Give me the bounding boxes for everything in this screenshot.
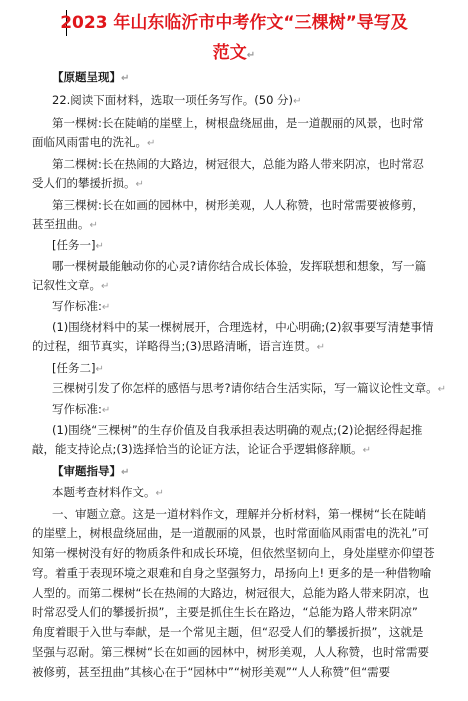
task-label: [任务二]↵ [52,361,104,375]
text-line: 角度着眼于入世与奉献，是一个常见主题，但“忍受人们的攀援折损”，这就是 [32,625,424,639]
text-line: 写作标准:↵ [52,402,111,416]
text-line: 三棵树引发了你怎样的感悟与思考?请你结合生活实际，写一篇议论性文章。↵ [52,381,446,395]
document-title-line2: 范文↵ [212,43,256,63]
text-line: 受人们的攀援折损。↵ [32,176,144,190]
text-line: 穹。着重于表现环境之艰难和自身之坚强努力，昂扬向上! 更多的是一种借物喻 [32,566,432,580]
section-heading: 【审题指导】↵ [52,464,130,478]
text-line: 甚至扭曲。↵ [32,217,98,231]
text-line: 被修剪，甚至扭曲”其核心在于“园林中”“树形美观”“人人称赞”但“需要 [32,665,391,679]
text-line: 坚强与忍耐。第三棵树“长在如画的园林中，树形美观，人人称赞，也时常需要 [32,645,429,659]
task-label: [任务一]↵ [52,238,104,252]
text-line: (1)围绕材料中的某一棵树展开，合理选材，中心明确;(2)叙事要写清楚事情 [52,320,434,334]
text-line: 知第一棵树没有好的物质条件和成长环境，但依然坚韧向上，身处崖壁亦仰望苍 [32,546,435,560]
text-line: 的崖壁上，树根盘绕屈曲，是一道靓丽的风景，也时常面临风雨雷电的洗礼”可 [32,526,429,540]
document-title-line1: 2023 年山东临沂市中考作文“三棵树”导写及 [60,13,408,33]
text-line: 时常忍受人们的攀援折损”，主要是抓住生长在路边，“总能为路人带来阴凉” [32,605,418,619]
text-line: 第三棵树:长在如画的园林中，树形美观，人人称赞，也时常需要被修剪， [52,198,424,212]
text-line: 写作标准:↵ [52,299,111,313]
text-line: 敲，能支持论点;(3)选择恰当的论证方法，论证合乎逻辑修辞顺。↵ [32,442,372,456]
text-line: 人型的。而第二棵树“长在热闹的大路边，树冠很大，总能为路人带来阴凉，也 [32,586,429,600]
text-line: 第二棵树:长在热闹的大路边，树冠很大，总能为路人带来阴凉，也时常忍 [52,157,424,171]
text-line: (1)围绕“三棵树”的生存价值及自我承担表达明确的观点;(2)论据经得起推 [52,423,423,437]
text-line: 22.阅读下面材料，选取一项任务写作。(50 分)↵ [52,93,302,107]
text-line: 记叙性文章。↵ [32,278,110,292]
text-line: 面临风雨雷电的洗礼。↵ [32,135,156,149]
text-line: 的过程，细节真实，详略得当;(3)思路清晰，语言连贯。↵ [32,339,326,353]
text-line: 本题考查材料作文。↵ [52,485,164,499]
text-line: 一、审题立意。这是一道材料作文，理解并分析材料，第一棵树“长在陡峭 [52,507,426,521]
text-line: 哪一棵树最能触动你的心灵?请你结合成长体验，发挥联想和想象，写一篇 [52,259,427,273]
text-line: 第一棵树:长在陡峭的崖壁上，树根盘绕屈曲，是一道靓丽的风景，也时常 [52,116,424,130]
section-heading: 【原题呈现】↵ [52,70,130,84]
